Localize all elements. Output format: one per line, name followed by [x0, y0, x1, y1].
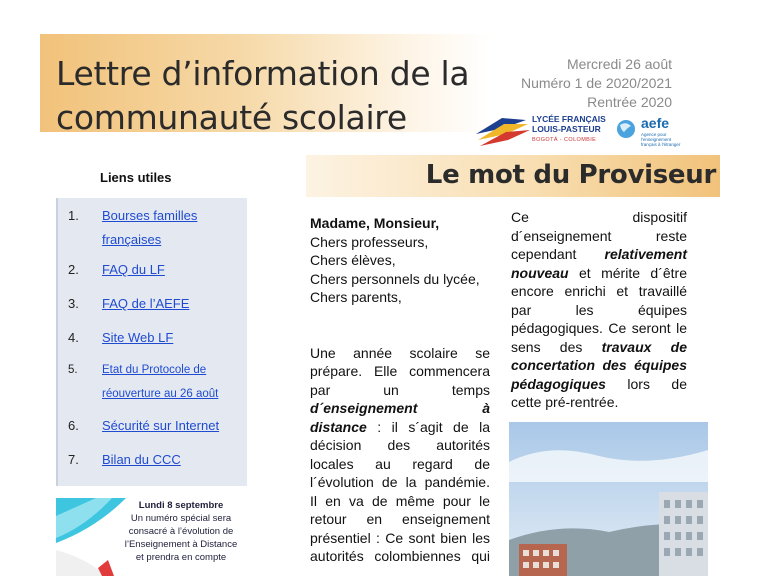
salutation: Madame, Monsieur,: [310, 215, 440, 231]
link-number: 4.: [68, 330, 79, 345]
emphasis-text: relativement: [604, 246, 687, 262]
newsletter-title-line1: Lettre d’information de la: [56, 54, 470, 93]
issue-season: Rentrée 2020: [587, 94, 672, 110]
paragraph-text: sens des: [511, 338, 602, 355]
promo-text: [60, 499, 302, 564]
paragraph-text: lors de: [605, 375, 687, 392]
issue-date: Mercredi 26 août: [566, 56, 672, 72]
newsletter-title: [56, 52, 516, 140]
greeting-line: Chers personnels du lycée,: [310, 270, 480, 287]
newsletter-title-line2: communauté scolaire: [56, 98, 407, 137]
link-site-web[interactable]: Site Web LF: [102, 330, 174, 345]
link-securite[interactable]: Sécurité sur Internet: [102, 418, 220, 433]
paragraph-line: par un temps: [310, 381, 490, 398]
article-column-2: [511, 208, 687, 412]
aefe-logo-sub: Agence pour l'enseignement français à l'étranger: [641, 132, 681, 147]
paragraph-line: décision des autorités: [310, 437, 490, 453]
paragraph-line: [511, 264, 687, 283]
useful-links-panel: [56, 198, 247, 486]
aefe-logo-text: aefe: [641, 115, 670, 131]
emphasis-text: travaux de: [601, 338, 687, 355]
greeting-line: Chers parents,: [310, 289, 402, 305]
paragraph-line: [511, 375, 687, 394]
emphasis-text: distance: [310, 418, 367, 435]
promo-line: consacré à l’évolution de: [128, 526, 234, 537]
paragraph-line: par les équipes: [511, 301, 687, 318]
link-number: 1.: [68, 208, 79, 223]
paragraph-spacer: [310, 307, 490, 344]
paragraph-line: [511, 338, 687, 357]
emphasis-text: pédagogiques: [511, 375, 606, 392]
lycee-logo-sub: BOGOTÁ - COLOMBIE: [532, 137, 597, 143]
paragraph-text: : il s´agit de la: [366, 418, 490, 435]
link-protocole-line2[interactable]: réouverture au 26 août: [102, 388, 219, 400]
paragraph-line: d´enseignement à: [310, 400, 490, 416]
promo-line: Un numéro spécial sera: [130, 513, 232, 524]
lycee-logo-line2: LOUIS-PASTEUR: [532, 124, 601, 134]
promo-date: Lundi 8 septembre: [138, 500, 224, 511]
link-number: 6.: [68, 418, 79, 433]
link-number: 7.: [68, 452, 79, 467]
paragraph-line: pédagogiques. Ce seront le: [511, 320, 687, 336]
paragraph-line: présentiel : Ce sont bien les: [310, 529, 490, 546]
emphasis-text: nouveau: [511, 264, 569, 281]
link-number: 2.: [68, 262, 79, 277]
paragraph-line: cette pré-rentrée.: [511, 394, 619, 410]
paragraph-line: l´évolution de la pandémie.: [310, 474, 490, 490]
paragraph-line: locales au regard de: [310, 455, 490, 472]
paragraph-line: Ce dispositif: [511, 209, 687, 225]
promo-line: et prendra en compte: [135, 552, 227, 563]
useful-links-title: Liens utiles: [100, 170, 172, 185]
link-bourses[interactable]: [102, 204, 242, 252]
paragraph-text: cependant: [511, 246, 605, 262]
issue-number: Numéro 1 de 2020/2021: [521, 75, 672, 91]
link-bourses-line1[interactable]: Bourses familles: [102, 208, 198, 223]
lycee-logo-line1: LYCÉE FRANÇAIS: [532, 114, 606, 124]
greeting-line: Chers élèves,: [310, 252, 396, 268]
link-faq-lf[interactable]: FAQ du LF: [102, 262, 165, 277]
paragraph-line: d´enseignement reste: [511, 227, 687, 244]
lycee-logo-text: [532, 114, 606, 134]
link-number: 3.: [68, 296, 79, 311]
paragraph-line: retour en enseignement: [310, 511, 490, 527]
paragraph-text: et mérite d´être: [568, 264, 687, 281]
link-protocole-line1[interactable]: Etat du Protocole de: [102, 364, 207, 376]
link-bilan-ccc[interactable]: Bilan du CCC: [102, 452, 181, 467]
paragraph-line: Une année scolaire se: [310, 344, 490, 361]
promo-line: l’Enseignement à Distance: [124, 539, 238, 550]
issue-meta: [521, 55, 672, 112]
greeting-line: Chers professeurs,: [310, 233, 429, 250]
link-bourses-line2[interactable]: françaises: [102, 232, 162, 247]
link-number: 5.: [68, 364, 78, 376]
paragraph-line: concertation des équipes: [511, 357, 687, 373]
school-building-photo: [509, 422, 708, 576]
paragraph-line: [511, 245, 687, 264]
link-protocole[interactable]: [102, 358, 242, 406]
paragraph-line: prépare. Elle commencera: [310, 363, 490, 379]
paragraph-line: Il en va de même pour le: [310, 492, 490, 509]
paragraph-line: encore enrichi et travaillé: [511, 283, 687, 299]
paragraph-line: [310, 418, 490, 437]
section-title: Le mot du Proviseur: [425, 160, 716, 190]
link-faq-aefe[interactable]: FAQ de l’AEFE: [102, 296, 190, 311]
article-column-1: [310, 214, 490, 566]
paragraph-line: autorités colombiennes qui: [310, 548, 490, 564]
